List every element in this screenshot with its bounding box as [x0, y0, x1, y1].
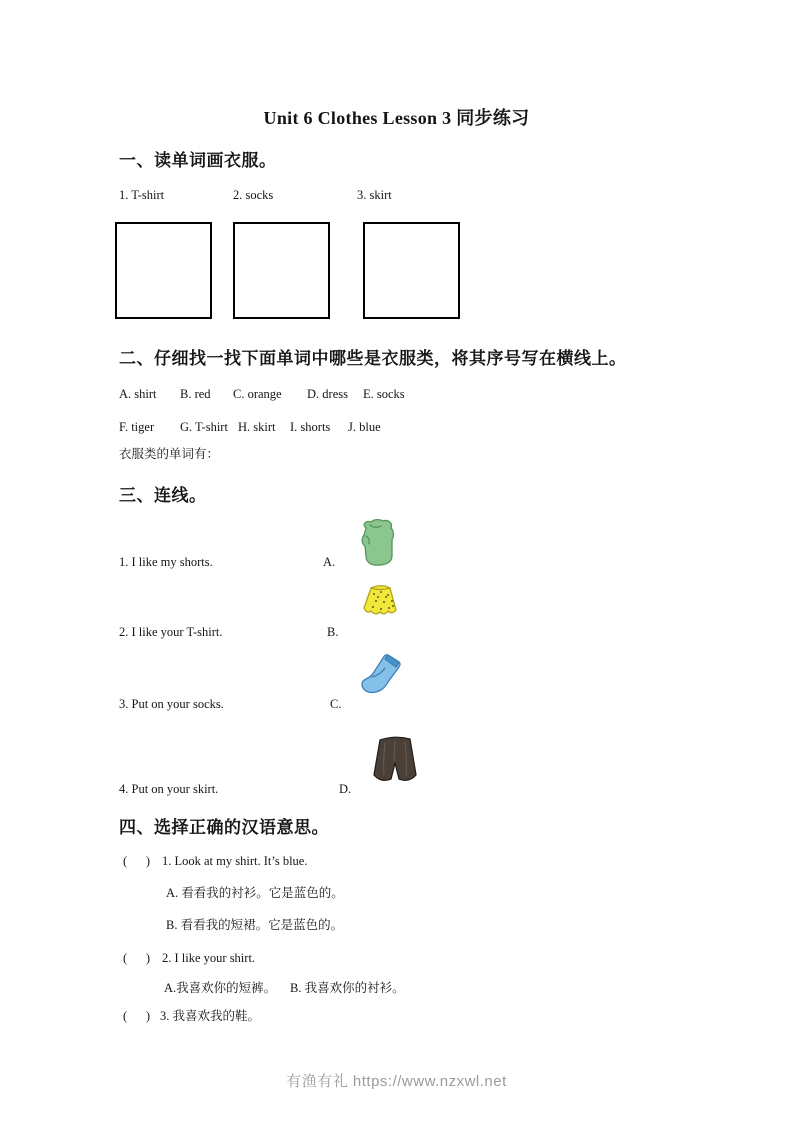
- question-3-text: 3. 我喜欢我的鞋。: [160, 1009, 261, 1023]
- section3-heading: 三、连线。: [119, 486, 207, 505]
- vocab-item-b: B. red: [180, 387, 211, 401]
- question-2-option-b: B. 我喜欢你的衬衫。: [290, 981, 405, 995]
- green-shirt-shape: [362, 520, 393, 566]
- section4-heading: 四、选择正确的汉语意思。: [119, 818, 329, 837]
- green-shirt-image: [358, 518, 397, 567]
- vocab-item-j: J. blue: [348, 420, 381, 434]
- word-label-3: 3. skirt: [357, 188, 392, 202]
- match-sentence-2: 2. I like your T-shirt.: [119, 625, 223, 639]
- dark-shorts-image: [372, 733, 418, 785]
- question-1-text: 1. Look at my shirt. It’s blue.: [162, 854, 308, 868]
- question-3-bracket: ( ): [123, 1009, 151, 1023]
- match-letter-a: A.: [323, 555, 336, 569]
- clothes-words-prompt: 衣服类的单词有：: [119, 447, 220, 461]
- vocab-item-d: D. dress: [307, 387, 348, 401]
- question-1-option-b: B. 看看我的短裙。它是蓝色的。: [166, 918, 344, 932]
- match-letter-b: B.: [327, 625, 339, 639]
- question-1-bracket: ( ): [123, 854, 151, 868]
- question-2-text: 2. I like your shirt.: [162, 951, 256, 965]
- vocab-item-a: A. shirt: [119, 387, 157, 401]
- vocab-item-c: C. orange: [233, 387, 282, 401]
- section2-heading: 二、仔细找一找下面单词中哪些是衣服类，将其序号写在横线上。: [119, 349, 627, 368]
- yellow-skirt-image: [362, 583, 400, 620]
- word-label-2: 2. socks: [233, 188, 274, 202]
- blue-sock-image: [358, 653, 403, 698]
- match-letter-c: C.: [330, 697, 342, 711]
- match-sentence-4: 4. Put on your skirt.: [119, 782, 219, 796]
- word-label-1: 1. T-shirt: [119, 188, 165, 202]
- question-1-option-a: A. 看看我的衬衫。它是蓝色的。: [166, 886, 344, 900]
- vocab-item-g: G. T-shirt: [180, 420, 228, 434]
- draw-box-2: [233, 222, 330, 319]
- site-watermark: 有渔有礼 https://www.nzxwl.net: [286, 1073, 507, 1090]
- vocab-item-i: I. shorts: [290, 420, 331, 434]
- section1-heading: 一、读单词画衣服。: [119, 151, 277, 170]
- draw-box-3: [363, 222, 460, 319]
- draw-box-1: [115, 222, 212, 319]
- vocab-item-e: E. socks: [363, 387, 405, 401]
- match-sentence-1: 1. I like my shorts.: [119, 555, 213, 569]
- question-2-bracket: ( ): [123, 951, 151, 965]
- match-sentence-3: 3. Put on your socks.: [119, 697, 224, 711]
- page-title: Unit 6 Clothes Lesson 3 同步练习: [263, 108, 530, 128]
- vocab-item-f: F. tiger: [119, 420, 155, 434]
- match-letter-d: D.: [339, 782, 352, 796]
- vocab-item-h: H. skirt: [238, 420, 276, 434]
- question-2-option-a: A.我喜欢你的短裤。: [164, 981, 277, 995]
